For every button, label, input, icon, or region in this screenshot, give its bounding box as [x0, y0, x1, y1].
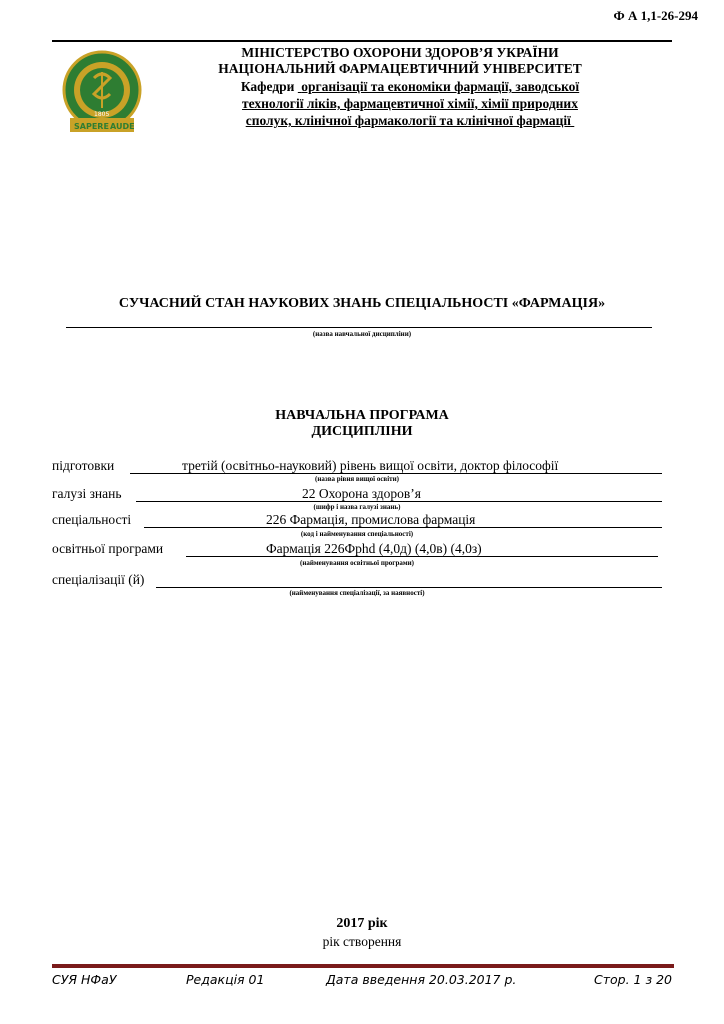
field-program-label: освітньої програми [52, 541, 164, 556]
departments-line-2: технології ліків, фармацевтичної хімії, хімії природних [242, 96, 578, 111]
creation-year-caption: рік створення [322, 934, 402, 949]
document-code: Ф А 1,1-26-294 [613, 8, 698, 23]
program-heading-2: ДИСЦИПЛІНИ [311, 424, 413, 439]
footer-date: Дата введення 20.03.2017 р. [326, 972, 517, 987]
field-level-value: третій (освітньо-науковий) рівень вищої освіти, доктор філософії [182, 458, 559, 473]
field-knowledge-value: 22 Охорона здоров’я [302, 486, 421, 501]
field-specialty-label: спеціальності [52, 512, 132, 527]
departments-line-1: організації та економіки фармації, заводської [301, 79, 580, 94]
seal-motto-left: SAPERE [74, 122, 109, 131]
field-knowledge [52, 486, 662, 502]
field-knowledge-caption: (шифр і назва галузі знань) [313, 503, 401, 511]
discipline-title: СУЧАСНИЙ СТАН НАУКОВИХ ЗНАНЬ СПЕЦІАЛЬНОСТІ «ФАРМАЦІЯ» [118, 296, 606, 311]
footer-system: СУЯ НФаУ [52, 972, 117, 987]
header-rule [52, 40, 672, 42]
field-specialization-caption: (найменування спеціалізації, за наявності) [289, 589, 425, 597]
university-name: НАЦІОНАЛЬНИЙ ФАРМАЦЕВТИЧНИЙ УНІВЕРСИТЕТ [218, 61, 582, 76]
field-specialty-caption: (код і найменування спеціальності) [300, 530, 414, 538]
field-level-label: підготовки [52, 458, 115, 473]
field-program [52, 541, 662, 557]
ministry-name: МІНІСТЕРСТВО ОХОРОНИ ЗДОРОВ’Я УКРАЇНИ [241, 45, 559, 60]
footer-edition: Редакція 01 [186, 972, 265, 987]
seal-motto-right: AUDE [110, 122, 135, 131]
field-level-caption: (назва рівня вищої освіти) [315, 475, 399, 483]
field-specialty-value: 226 Фармація, промислова фармація [266, 512, 476, 527]
field-specialization-label: спеціалізації (й) [52, 572, 145, 587]
field-specialty [52, 512, 662, 528]
seal-year: 1805 [94, 111, 110, 118]
departments-line-3: сполук, клінічної фармакології та клінічної фармації [245, 113, 571, 128]
discipline-title-rule [66, 327, 652, 328]
field-knowledge-label: галузі знань [52, 486, 122, 501]
discipline-caption: (назва навчальної дисципліни) [312, 330, 412, 338]
field-program-value: Фармація 226Фphd (4,0д) (4,0в) (4,0з) [266, 541, 482, 556]
departments [150, 78, 670, 129]
creation-year: 2017 рік [336, 916, 388, 931]
field-level [52, 458, 662, 474]
footer-page: Стор. 1 з 20 [594, 972, 672, 987]
field-specialization [52, 572, 662, 588]
field-program-caption: (найменування освітньої програми) [299, 559, 415, 567]
program-heading-1: НАВЧАЛЬНА ПРОГРАМА [275, 408, 449, 423]
university-seal-icon [56, 50, 148, 136]
footer-rule [52, 964, 674, 968]
departments-label: Кафедри [240, 79, 295, 94]
